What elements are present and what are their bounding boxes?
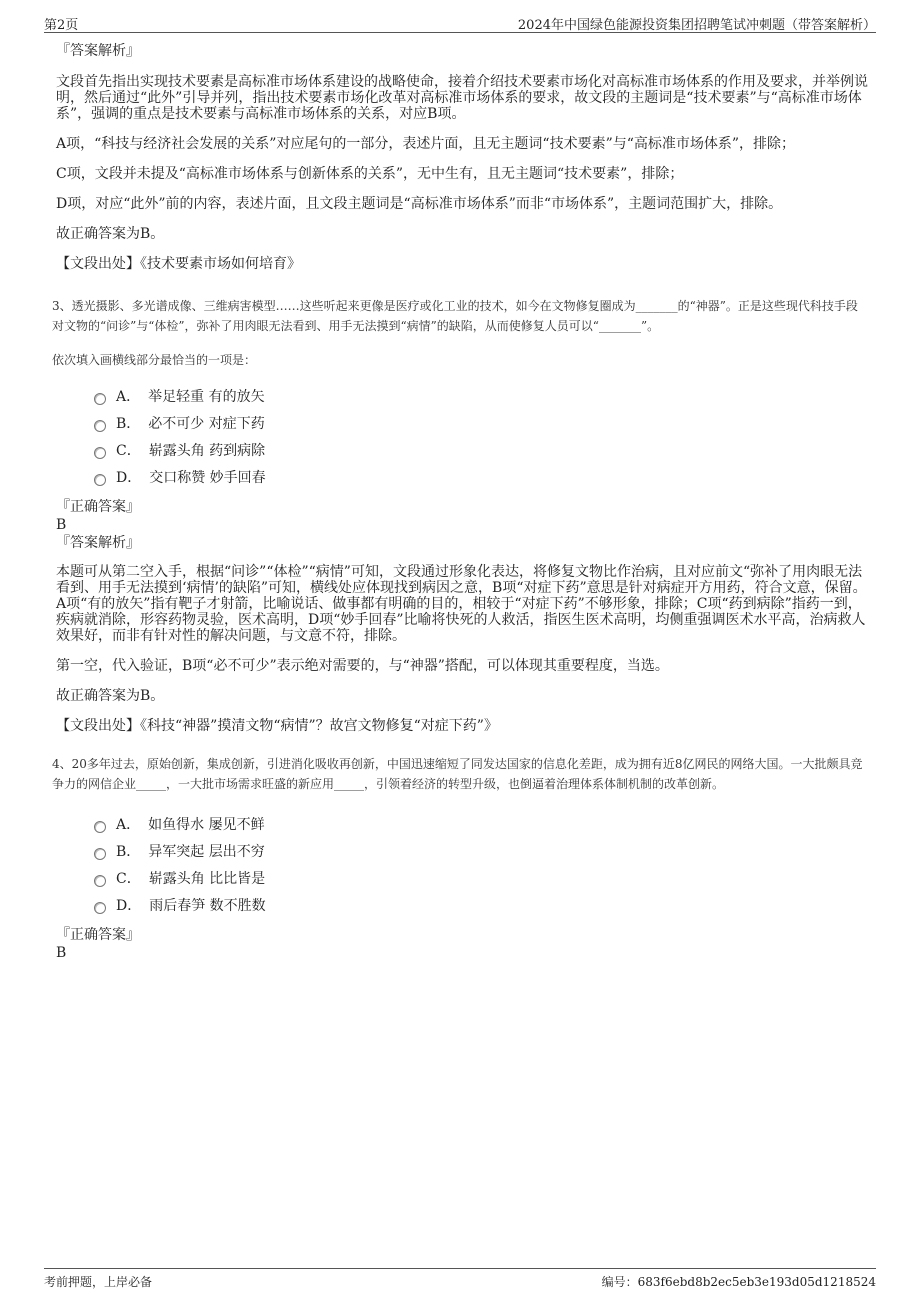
analysis-paragraph: 本题可从第二空入手，根据“问诊”“体检”“病情”可知，文段通过形象化表达，将修复文物比作治病，且对应前文“弥补了用肉眼无法看到、用手无法摸到‘病情’的缺陷”可知，横线处应体现找到病因之意，B项“对症下药”意思是针对病症开方用药，符合文意，保留。A项“有的放矢”指有靶子才射箭，比喻说话、做事都有明确的目的，相较于“对症下药”不够形象，排除；C项“药到病除”指药一到，疾病就消除，形容药物灵验，医术高明，D项“妙手回春”比喻将快死的人救活，指医生医术高明，均侧重强调医术水平高，治病救人效果好，而非有针对性的解决问题，与文意不符，排除。 xyxy=(56,564,867,644)
option-c[interactable]: C． 崭露头角 药到病除 xyxy=(94,436,868,463)
radio-icon[interactable] xyxy=(94,848,106,860)
question-stem: 3、透光摄影、多光谱成像、三维病害模型……这些听起来更像是医疗或化工业的技术，如今在文物修复圈成为_______的“神器”。正是这些现代科技手段对文物的“问诊”与“体检”，弥补了用肉眼无法看到、用手无法摸到“病情”的缺陷，从而使修复人员可以“_______”。 xyxy=(52,299,858,333)
radio-icon[interactable] xyxy=(94,474,106,486)
document-code: 编号：683f6ebd8b2ec5eb3e193d05d1218524 xyxy=(601,1275,876,1289)
option-b[interactable]: B． 异军突起 层出不穷 xyxy=(94,837,868,864)
analysis-label: 『答案解析』 xyxy=(56,535,140,551)
question-instruction: 依次填入画横线部分最恰当的一项是： xyxy=(52,353,257,367)
answer-label: 『正确答案』 xyxy=(56,927,140,943)
option-a[interactable]: A． 如鱼得水 屡见不鲜 xyxy=(94,810,868,837)
answer-value: B xyxy=(56,945,67,961)
radio-icon[interactable] xyxy=(94,447,106,459)
analysis-label: 『答案解析』 xyxy=(56,43,140,59)
analysis-paragraph: 文段首先指出实现技术要素是高标准市场体系建设的战略使命，接着介绍技术要素市场化对高标准市场体系的作用及要求，并举例说明，然后通过“此外”引导并列，指出技术要素市场化改革对高标准市场体系的要求，故文段的主题词是“技术要素”与“高标准市场体系”，强调的重点是技术要素与高标准市场体系的关系，对应B项。 xyxy=(56,74,868,122)
document-title: 2024年中国绿色能源投资集团招聘笔试冲刺题（带答案解析） xyxy=(517,18,876,33)
question-stem: 4、20多年过去，原始创新，集成创新，引进消化吸收再创新，中国迅速缩短了同发达国家的信息化差距，成为拥有近8亿网民的网络大国。一大批颇具竞争力的网信企业_____，一大批市场需求旺盛的新应用_____，引领着经济的转型升级，也倒逼着治理体系体制机制的改革创新。 xyxy=(52,757,863,791)
radio-icon[interactable] xyxy=(94,393,106,405)
conclusion: 故正确答案为B。 xyxy=(56,226,165,242)
page-header xyxy=(44,12,876,33)
conclusion: 故正确答案为B。 xyxy=(56,688,165,704)
analysis-paragraph: A项，“科技与经济社会发展的关系”对应尾句的一部分，表述片面，且无主题词“技术要素”与“高标准市场体系”，排除； xyxy=(56,136,796,152)
radio-icon[interactable] xyxy=(94,420,106,432)
option-b[interactable]: B． 必不可少 对症下药 xyxy=(94,409,868,436)
answer-value: B xyxy=(56,517,67,533)
option-d[interactable]: D． 交口称赞 妙手回春 xyxy=(94,463,868,490)
options-list xyxy=(56,810,868,918)
option-a[interactable]: A． 举足轻重 有的放矢 xyxy=(94,382,868,409)
answer-label: 『正确答案』 xyxy=(56,499,140,515)
analysis-paragraph: C项，文段并未提及“高标准市场体系与创新体系的关系”，无中生有，且无主题词“技术要素”，排除； xyxy=(56,166,684,182)
footer-slogan: 考前押题，上岸必备 xyxy=(44,1275,153,1289)
source-citation: 【文段出处】《科技“神器”摸清文物“病情”？故宫文物修复“对症下药”》 xyxy=(56,718,498,734)
page-footer xyxy=(44,1268,876,1291)
options-list xyxy=(56,382,868,490)
radio-icon[interactable] xyxy=(94,875,106,887)
analysis-paragraph: 第一空，代入验证，B项“必不可少”表示绝对需要的，与“神器”搭配，可以体现其重要程度，当选。 xyxy=(56,658,669,674)
page-content xyxy=(52,42,868,962)
option-d[interactable]: D． 雨后春笋 数不胜数 xyxy=(94,891,868,918)
source-citation: 【文段出处】《技术要素市场如何培育》 xyxy=(56,256,301,272)
analysis-paragraph: D项，对应“此外”前的内容，表述片面，且文段主题词是“高标准市场体系”而非“市场体系”，主题词范围扩大，排除。 xyxy=(56,196,783,212)
radio-icon[interactable] xyxy=(94,821,106,833)
option-c[interactable]: C． 崭露头角 比比皆是 xyxy=(94,864,868,891)
radio-icon[interactable] xyxy=(94,902,106,914)
page-number: 第2页 xyxy=(44,18,79,33)
